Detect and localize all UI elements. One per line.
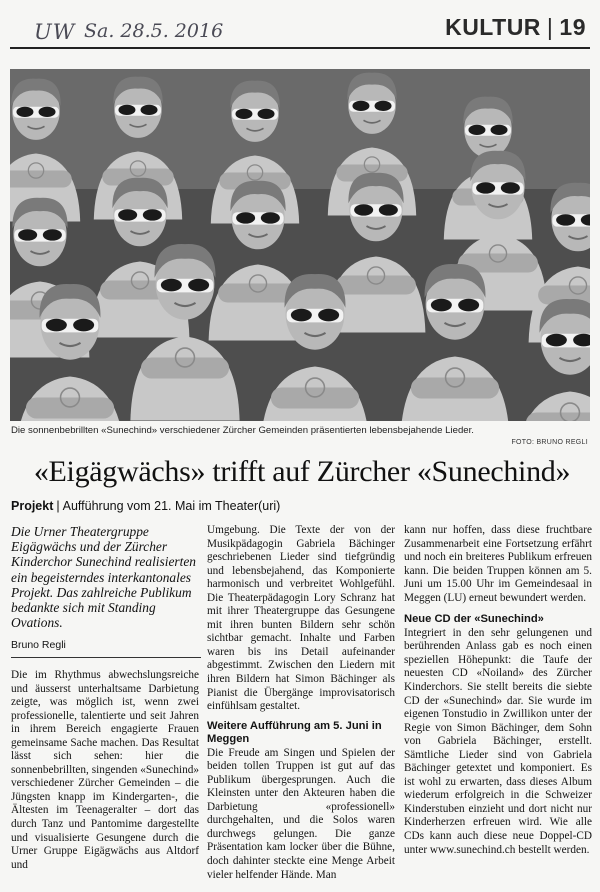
kicker-separator: | [56, 499, 60, 513]
article-column-1 [11, 524, 199, 872]
subhead-cd: Neue CD der «Sunechind» [404, 613, 544, 626]
photo-caption: Die sonnenbebrillten «Sunechind» verschiedener Zürcher Gemeinden präsentierten lebensbejahende Lieder. [11, 425, 474, 436]
photo-credit: FOTO: BRUNO REGLI [511, 439, 588, 446]
choir-photo-image [10, 69, 590, 421]
handwritten-date: Sa. 28.5. 2016 [84, 20, 224, 42]
article-headline: «Eigägwächs» trifft auf Zürcher «Sunechind» [33, 455, 571, 488]
article-body-1: Die im Rhythmus abwechslungsreiche und äusserst unterhaltsame Darbietung zeigte, was möglich ist, wenn zwei professionelle, talentierte und seit Jahren in ihrem Bereich engagierte Frauen gemeinsame Sache machen. Das Resultat lässt sich sehen: hier die sonnenbebrillten, singenden «Sunechind» verschiedener Zürcher Gemeinden – die Jüngsten knapp im Kindergarten-, die Ältesten im Teenageralter – dort das durch Tanz und Pantomime dargestellte und visualisierte Gesungene durch die Urner Gruppe Eigägwächs aus Altdorf und [11, 668, 199, 871]
article-body-2: Umgebung. Die Texte der von der Musikpädagogin Gabriela Bächinger geschriebenen Lieder sind tiefgründig und lebensbejahend, das Komponierte harmonisch und verbreitet Wohlgefühl. Die Theaterpädagogin Lory Schranz hat mit ihrer Theatergruppe das Gesungene mit ihren bunten Bildern sehr schön sichtbar gemacht. Inhalte und Farben waren bis ins Detail aufeinander abgestimmt. Zwischen den Liedern mit ihren Bildern hat Simon Bächinger als Pianist die Übergänge improvisatorisch einfühlsam gestaltet. [207, 524, 395, 713]
section-separator: | [546, 14, 554, 40]
article-lead: Die Urner Theatergruppe Eigägwächs und der Zürcher Kinderchor Sunechind realisierten ein begeisterndes interkantonales Projekt. Das zahlreiche Publikum bedankte sich mit Standing Ovations. [11, 524, 196, 631]
article-column-2 [207, 524, 395, 882]
page-number: 19 [559, 14, 586, 40]
section-name: KULTUR [445, 14, 541, 40]
section-header [445, 14, 586, 41]
subhead-performance: Weitere Aufführung am 5. Juni in Meggen [207, 719, 382, 746]
kicker-label: Projekt [11, 499, 54, 513]
handwritten-initials: UW [34, 20, 76, 44]
article-body-4: kann nur hoffen, dass diese fruchtbare Zusammenarbeit eine Fortsetzung erfährt und noch ein breiteres Publikum erfreuen kann. Die beiden Truppen können am 5. Juni um 15.00 Uhr im Gemeindesaal in Meggen (LU) erneut bewundert werden. [404, 524, 592, 604]
article-body-3: Die Freude am Singen und Spielen der beiden tollen Truppen ist gut auf das Publikum übergesprungen. Auch die Kleinsten unter den Akteuren haben die Darbietung «professionell» durchgehalten, und die Solos waren durchwegs gelungen. Die ganze Präsentation kam locker über die Bühne, doch dahinter steckte eine Menge Arbeit vieler helfender Hände. Man [207, 746, 395, 881]
article-column-3 [404, 524, 592, 857]
header-rule [10, 47, 590, 49]
article-kicker [11, 499, 280, 513]
choir-photo [10, 69, 590, 421]
kicker-text: Aufführung vom 21. Mai im Theater(uri) [62, 499, 281, 513]
article-author: Bruno Regli [11, 639, 201, 658]
article-body-5: Integriert in den sehr gelungenen und berührenden Anlass gab es noch einen speziellen Höhepunkt: die Taufe der neuesten CD «Noiland» des Zürcher Kinderchors. Sie stellt bereits die siebte CD der «Sunechind» dar. Sie wurde im eigenen Tonstudio in Zwillikon unter der Regie von Simon Bächinger, dem Sohn von Gabriela Bächinger, erstellt. Sämtliche Lieder sind von Gabriela Bächinger getextet und komponiert. Es ist wohl zu erwarten, dass dieses Album wiederum erfolgreich in die Schweizer Kinderstuben einzieht und dort nicht nur Kinderherzen erfreuen wird. Wie alle CDs kann auch diese neue Doppel-CD unter www.sunechind.ch bestellt werden. [404, 626, 592, 856]
